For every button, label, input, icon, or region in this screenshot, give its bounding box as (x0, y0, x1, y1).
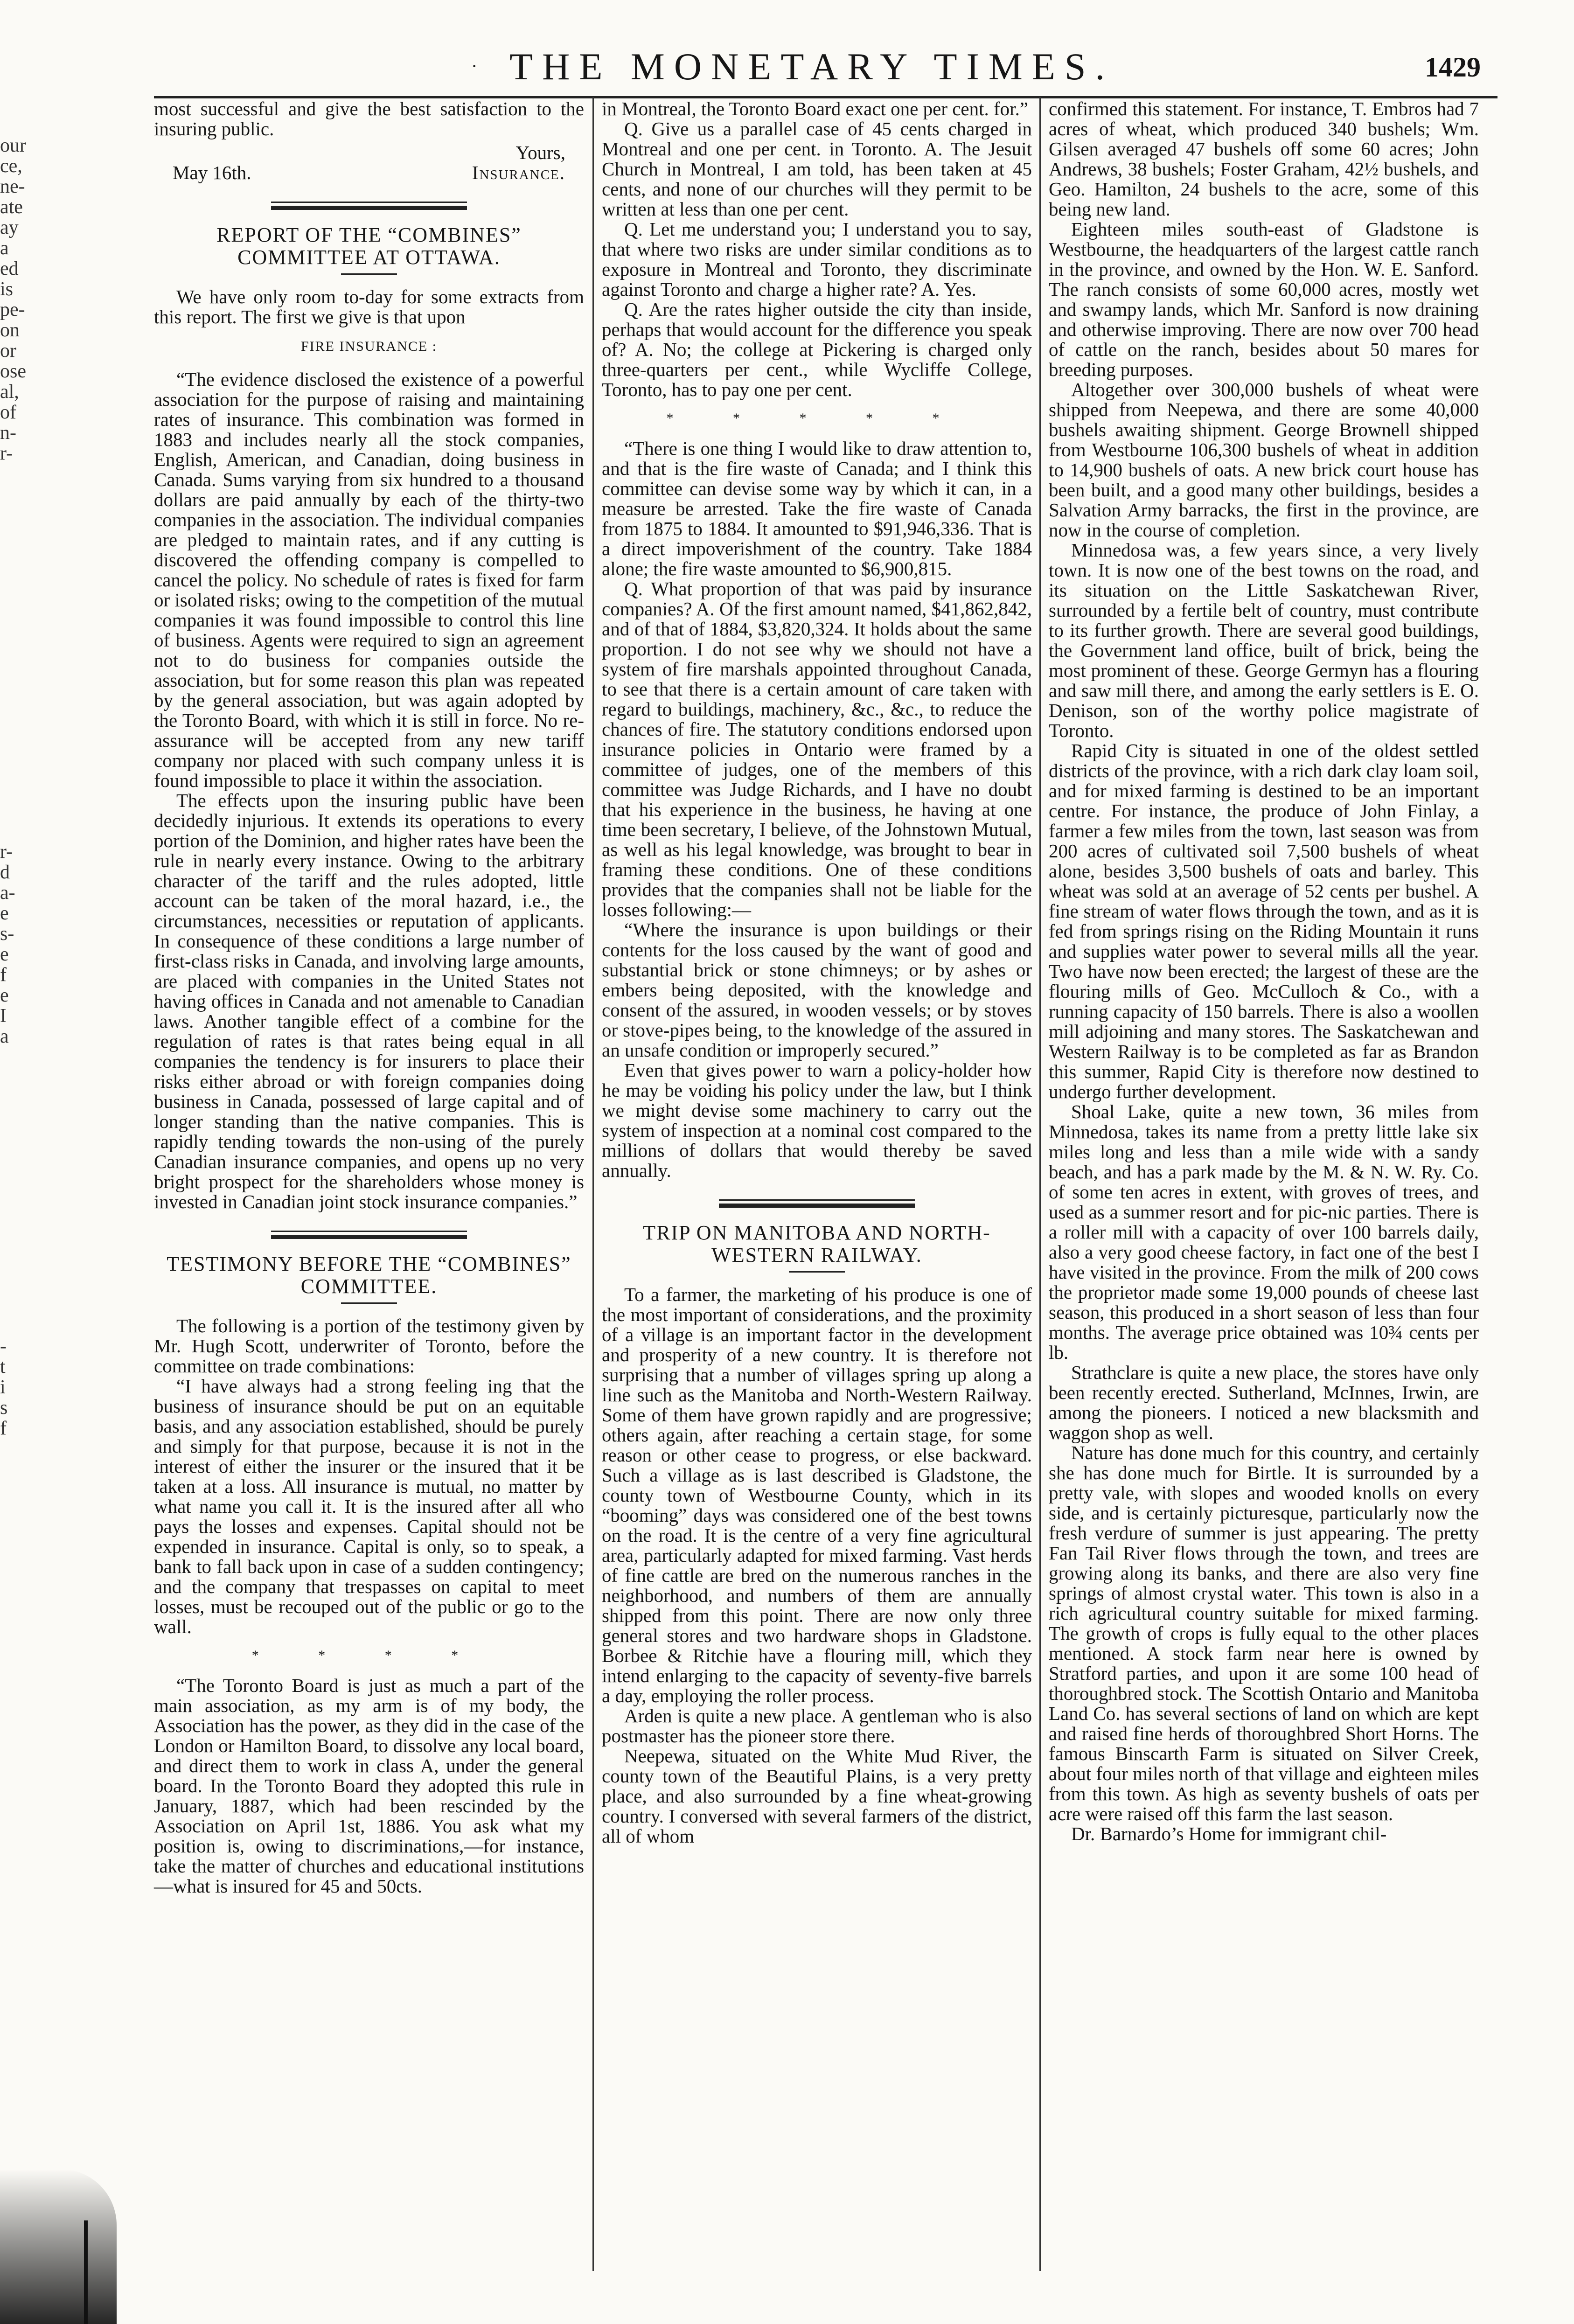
binding-shadow (0, 2169, 117, 2324)
article-paragraph: Neepewa, situated on the White Mud River, the county town of the Beautiful Plains, is a very pretty place, and also surrounded by a fine wheat-growing country. I conversed with several farmers of the district, all of whom (602, 1745, 1032, 1847)
fragment-text: a- (0, 882, 15, 904)
page-number: 1429 (1425, 52, 1481, 83)
fragment-text: our (0, 135, 26, 156)
fragment-text: al, (0, 381, 19, 403)
fragment-text: s (0, 1397, 8, 1419)
fragment-text: ce, (0, 155, 22, 177)
fragment-text: ne- (0, 176, 25, 197)
fragment-text: e (0, 985, 9, 1006)
column-3 (1049, 99, 1479, 1844)
fragment-text: t (0, 1356, 6, 1378)
letter-ending: most successful and give the best satisfaction to the insuring public. (154, 98, 584, 139)
article-paragraph: “There is one thing I would like to draw attention to, and that is the fire waste of Canada; and I think this committee can devise some way by which it can, in a measure be arrested. Take the fire waste of Canada from 1875 to 1884. It amounted to $91,946,336. That is a direct impoverishment of the country. Take 1884 alone; the fire waste amounted to $6,900,815. (602, 438, 1032, 579)
fragment-text: a (0, 1026, 9, 1047)
letter-date-line (173, 163, 565, 183)
fragment-text: ed (0, 258, 19, 279)
fragment-text: ate (0, 196, 23, 218)
article-paragraph: Even that gives power to warn a policy-holder how he may be voiding his policy under the law, but I think we might devise some machinery to carry out the system of inspection at a nominal cost compared to the millions of dollars that would thereby be saved annually. (602, 1059, 1032, 1181)
headline-rule (341, 273, 397, 275)
adjacent-page-fragment (0, 135, 26, 2304)
letter-signature: Insurance. (472, 162, 565, 183)
article-paragraph: The following is a portion of the testimony given by Mr. Hugh Scott, underwriter of Toronto, before the committee on trade combinations: (154, 1315, 584, 1377)
fragment-bottom (0, 1336, 21, 1439)
binding-edge (84, 2220, 88, 2324)
column-rule (592, 97, 594, 2271)
article-paragraph: Q. Let me understand you; I understand you to say, that where two risks are under similar conditions as to exposure in Montreal and Toronto, they discriminate against Toronto and charge a higher rate? A. Yes. (602, 218, 1032, 300)
fragment-text: e (0, 944, 9, 965)
letter-signoff (173, 143, 565, 163)
article-paragraph: “I have always had a strong feeling ing that the business of insurance should be put on an equitable basis, and any association established, should be purely and simply for that purpose, because it is not in the interest of either the insurer or the insured that it be taken at a loss. All insurance is mutual, no matter by what name you call it. It is the insured after all who pays the losses and expenses. Capital should not be expended in insurance. Capital is only, so to speak, a bank to fall back upon in case of a sudden contingency; and the company that trespasses on capital to meet losses, must be recouped out of the public or go to the wall. (154, 1375, 584, 1637)
article-paragraph: Rapid City is situated in one of the oldest settled districts of the province, with a rich dark clay loam soil, and for mixed farming is destined to be an important centre. For instance, the produce of John Finlay, a farmer a few miles from the town, last season was from 200 acres of cultivated soil 7,500 bushels of wheat alone, besides 3,500 bushels of oats and barley. This wheat was sold at an average of 52 cents per bushel. A fine stream of water flows through the town, and as it is fed from springs rising on the Riding Mountain it runs and supplies water power to several mills all the year. Two have now been erected; the largest of these are the flouring mills of Geo. McCulloch & Co., with a running capacity of 150 barrels. There is also a woollen mill adjoining and many stores. The Saskatchewan and Western Railway is to be completed as far as Brandon this summer, Rapid City is therefore now destined to undergo further development. (1049, 740, 1479, 1102)
article-paragraph: We have only room to-day for some extracts from this report. The first we give is that upon (154, 286, 584, 327)
article-subhead: FIRE INSURANCE : (300, 339, 438, 354)
section-stars: * * * * (251, 1648, 487, 1663)
masthead (0, 45, 1574, 96)
column-rule (1039, 97, 1041, 2271)
fragment-text: or (0, 340, 16, 362)
fragment-text: e (0, 903, 9, 924)
masthead-dot: · (471, 56, 478, 77)
fragment-text: d (0, 862, 10, 883)
column-1 (154, 99, 584, 1896)
article-paragraph: Arden is quite a new place. A gentleman who is also postmaster has the pioneer store there. (602, 1705, 1032, 1746)
article-paragraph: Nature has done much for this country, and certainly she has done much for Birtle. It is surrounded by a pretty vale, with slopes and wooded knolls on every side, and is certainly picturesque, particularly now the fresh verdure of summer is just appearing. The pretty Fan Tail River flows through the town, and trees are growing along its banks, and there are also very fine springs of almost crystal water. This town is also in a rich agricultural country suitable for mixed farming. The growth of crops is fully equal to the other places mentioned. A stock farm near here is owned by Stratford parties, and upon it are some 100 head of thoroughbred stock. The Scottish Ontario and Manitoba Land Co. has several sections of land on which are kept and raised fine herds of thoroughbred Short Horns. The famous Binscarth Farm is situated on Silver Creek, about four miles north of that village and eighteen miles from this town. As high as seventy bushels of oats per acre were raised off this farm the last season. (1049, 1442, 1479, 1824)
headline-rule (341, 1302, 397, 1304)
fragment-text: - (0, 1336, 7, 1357)
masthead-title: THE MONETARY TIMES. (509, 45, 1114, 88)
article-paragraph: Q. Are the rates higher outside the city than inside, perhaps that would account for the difference you speak of? A. No; the college at Pickering is charged only three-quarters per cent., while Wycliffe College, Toronto, has to pay one per cent. (602, 299, 1032, 400)
fragment-text: n- (0, 422, 16, 444)
fragment-text: I (0, 1005, 7, 1027)
fragment-text: r- (0, 841, 13, 863)
signoff-yours: Yours, (515, 142, 565, 163)
fragment-text: ose (0, 361, 26, 382)
section-divider (271, 202, 467, 210)
article-paragraph: Q. What proportion of that was paid by insurance companies? A. Of the first amount named, $41,862,842, and of that of 1884, $3,820,324. It holds about the same proportion. I do not see why we should not have a system of fire marshals appointed throughout Canada, to see that there is a certain amount of care taken with regard to buildings, machinery, &c., &c., to reduce the chances of fire. The statutory conditions endorsed upon insurance policies in Ontario were framed by a committee of judges, one of the members of this committee was Judge Richards, and I have no doubt that his experience in the business, he having at one time been secretary, I believe, of the Johnstown Mutual, as well as his legal knowledge, was brought to bear in framing these conditions. One of these conditions provides that the companies shall not be liable for the losses following:— (602, 578, 1032, 920)
fragment-text: a (0, 237, 9, 259)
article-paragraph: The effects upon the insuring public have been decidedly injurious. It extends its operations to every portion of the Dominion, and higher rates have been the rule in nearly every instance. Owing to the arbitrary character of the tariff and the rules adopted, little account can be taken of the moral hazard, i.e., the circumstances, necessities or reputation of applicants. In consequence of these conditions a large number of first-class risks in Canada, and involving large amounts, are placed with companies in the United States not having offices in Canada and not amenable to Canadian laws. Another tangible effect of a combine for the regulation of rates is that rates being equal in all companies the tendency is for insurers to place their risks either abroad or with foreign companies doing business in Canada, possessed of large capital and of longer standing than the native companies. This is rapidly tending towards the non-using of the purely Canadian insurance companies, and opens up no very bright prospect for the shareholders whose money is invested in Canadian joint stock insurance companies.” (154, 790, 584, 1212)
article-paragraph: “Where the insurance is upon buildings or their contents for the loss caused by the want of good and substantial brick or stone chimneys; or by ashes or embers being deposited, with the knowledge and consent of the assured, in wooden vessels; or by stoves or stove-pipes being, to the knowledge of the assured in an unsafe condition or improperly secured.” (602, 919, 1032, 1061)
fragment-text: ay (0, 217, 19, 238)
article-paragraph: “The evidence disclosed the existence of a powerful association for the purpose of raising and maintaining rates of insurance. This combination was formed in 1883 and includes nearly all the stock companies, English, American, and Canadian, doing business in Canada. Sums varying from six hundred to a thousand dollars are paid annually by each of the thirty-two companies in the association. The individual companies are pledged to maintain rates, and if any cutting is discovered the offending company is compelled to cancel the policy. No schedule of rates is fixed for farm or isolated risks; owing to the competition of the mutual companies it was found impossible to control this line of business. Agents were required to sign an agreement not to do business for companies outside the association, but for some reason this plan was repeated by the general association, but was again adopted by the Toronto Board, with which it is still in force. No re-assurance will be accepted from any new tariff company nor placed with such company unless it is found impossible to place it within the association. (154, 369, 584, 791)
fragment-text: pe- (0, 299, 25, 320)
fragment-text: s- (0, 923, 14, 945)
article-paragraph: Q. Give us a parallel case of 45 cents charged in Montreal and one per cent. in Toronto. A. The Jesuit Church in Montreal, I am told, has been taken at 45 cents, and none of our churches will they permit to be written at less than one per cent. (602, 118, 1032, 220)
fragment-text: f (0, 1418, 7, 1439)
article-paragraph: “The Toronto Board is just as much a part of the main association, as my arm is of my body, the Association has the power, as they did in the case of the London or Hamilton Board, to dissolve any local board, and direct them to work in class A, under the general board. In the Toronto Board they adopted this rule in January, 1887, which had been rescinded by the Association on April 1st, 1886. You ask what my position is, owing to discriminations,—for instance, take the matter of churches and educational institutions—what is insured for 45 and 50cts. (154, 1675, 584, 1897)
section-stars: * * * * * (666, 411, 968, 426)
article-paragraph: Minnedosa was, a few years since, a very lively town. It is now one of the best towns on the road, and its situation on the Little Saskatchewan River, surrounded by a fertile belt of country, must contribute to its further growth. There are several good buildings, the Government land office, built of brick, being the most prominent of these. George Germyn has a flouring and saw mill there, and among the early settlers is E. O. Denison, son of the worthy police magistrate of Toronto. (1049, 539, 1479, 741)
letter-date: May 16th. (173, 162, 251, 183)
article-paragraph: To a farmer, the marketing of his produce is one of the most important of considerations, and the proximity of a village is an important factor in the development and prosperity of a new country. It is therefore not surprising that a number of villages spring up along a line such as the Manitoba and North-Western Railway. Some of them have grown rapidly and are progressive; others again, after reaching a certain stage, for some reason or other cease to progress, or else backward. Such a village as is last described is Gladstone, the county town of Westbourne County, which in its “booming” days was considered one of the best towns on the road. It is the centre of a very fine agricultural area, particularly adapted for mixed farming. Vast herds of fine cattle are bred on the numerous ranches in the neighborhood, and numbers of them are annually shipped from this point. There are now only three general stores and two hardware shops in Gladstone. Borbee & Ritchie have a flouring mill, which they intend enlarging to the capacity of seventy-five barrels a day, employing the roller process. (602, 1284, 1032, 1706)
column-2 (602, 99, 1032, 1846)
fragment-top (0, 135, 26, 464)
fragment-text: on (0, 320, 20, 341)
fragment-text: is (0, 278, 14, 300)
headline-rule (789, 1271, 845, 1273)
article-headline: TESTIMONY BEFORE THE “COMBINES” COMMITTEE. (167, 1252, 571, 1298)
article-headline: TRIP ON MANITOBA AND NORTH-WESTERN RAILWAY. (643, 1221, 991, 1266)
article-paragraph: Eighteen miles south-east of Gladstone is Westbourne, the headquarters of the largest cattle ranch in the province, and owned by the Hon. W. E. Sanford. The ranch consists of some 60,000 acres, mostly wet and swampy lands, which Mr. Sanford is now draining and otherwise improving. There are now over 700 head of cattle on the ranch, besides about 50 mares for breeding purposes. (1049, 218, 1479, 380)
fragment-middle (0, 842, 21, 1047)
fragment-text: of (0, 402, 16, 423)
section-divider (719, 1199, 915, 1208)
fragment-text: r- (0, 443, 13, 464)
fragment-text: i (0, 1377, 6, 1398)
article-paragraph: Altogether over 300,000 bushels of wheat were shipped from Neepewa, and there are some 40,000 bushels awaiting shipment. George Brownell shipped from Westbourne 106,300 bushels of wheat in addition to 14,900 bushels of oats. A new brick court house has been built, and a good many other buildings, besides a Salvation Army barracks, the first in the province, are now in the course of completion. (1049, 379, 1479, 541)
article-paragraph: Shoal Lake, quite a new town, 36 miles from Minnedosa, takes its name from a pretty little lake six miles long and less than a mile wide with a sandy beach, and has a park made by the M. & N. W. Ry. Co. of some ten acres in extent, with groves of trees, and used as a summer resort and for pic-nic parties. There is a roller mill with a capacity of over 100 barrels daily, also a very good cheese factory, in fact one of the best I have visited in the province. From the milk of 200 cows the proprietor made some 19,000 pounds of cheese last season, this produced in a short season of less than four months. The average price obtained was 10¾ cents per lb. (1049, 1101, 1479, 1363)
article-paragraph: Dr. Barnardo’s Home for immigrant chil- (1071, 1823, 1387, 1844)
section-divider (271, 1231, 467, 1239)
fragment-text: f (0, 964, 7, 986)
article-paragraph: Strathclare is quite a new place, the stores have only been recently erected. Sutherland, McInnes, Irwin, are among the pioneers. I noticed a new blacksmith and waggon shop as well. (1049, 1362, 1479, 1443)
article-paragraph: confirmed this statement. For instance, T. Embros had 7 acres of wheat, which produced 340 bushels; Wm. Gilsen averaged 47 bushels off some 60 acres; John Andrews, 38 bushels; Foster Graham, 42½ bushels, and Geo. Hamilton, 24 bushels to the acre, some of this being new land. (1049, 98, 1479, 220)
article-headline: REPORT OF THE “COMBINES” COMMITTEE AT OTTAWA. (216, 223, 522, 269)
article-paragraph: in Montreal, the Toronto Board exact one per cent. for.” (602, 98, 1029, 119)
